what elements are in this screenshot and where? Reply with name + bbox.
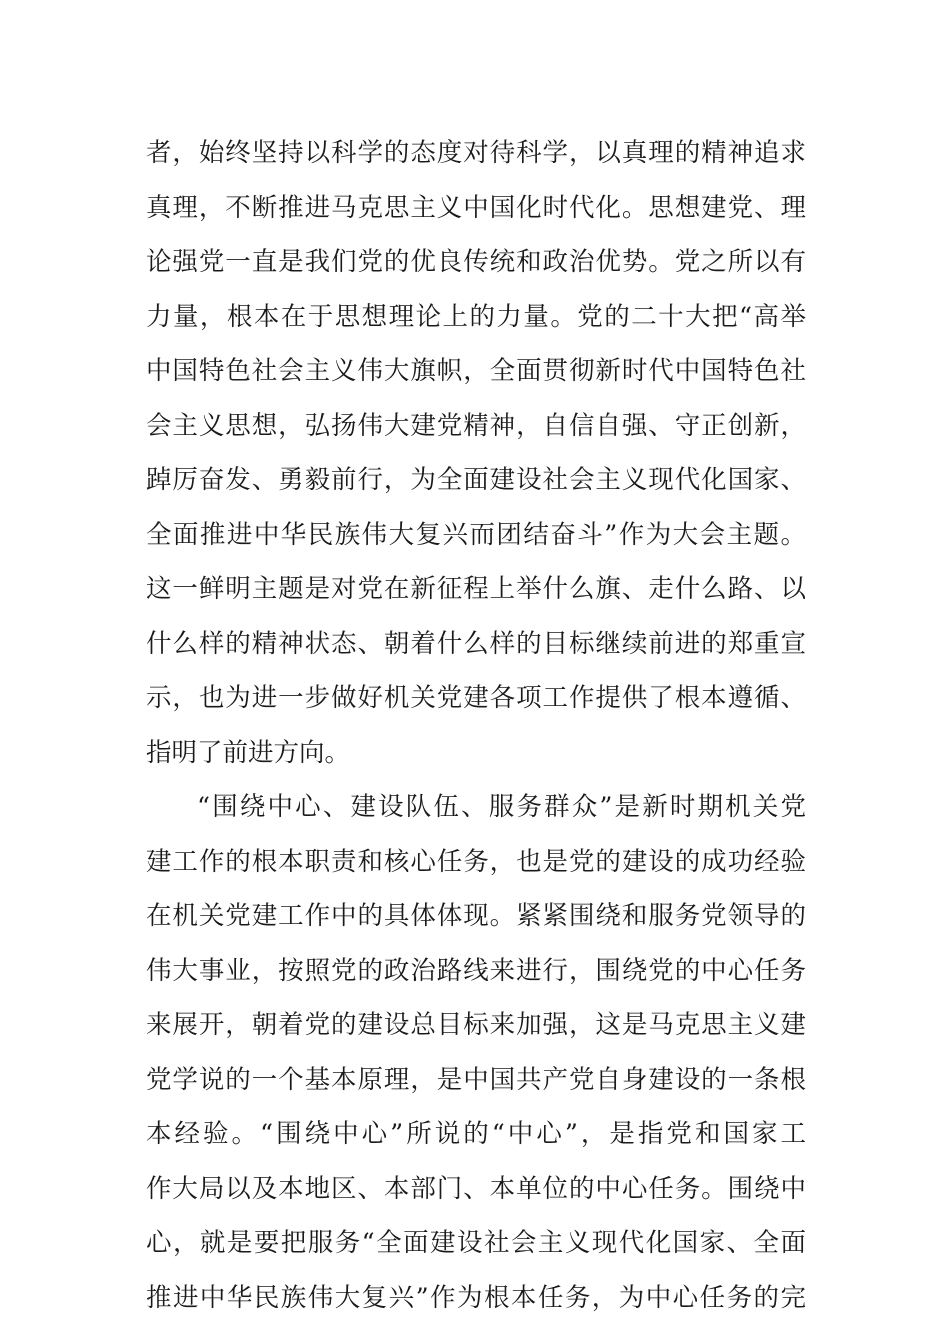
text-line: 伟大事业，按照党的政治路线来进行，围绕党的中心任务 (146, 955, 806, 986)
text-line: 来展开，朝着党的建设总目标来加强，这是马克思主义建 (146, 1010, 806, 1040)
text-line: 中国特色社会主义伟大旗帜，全面贯彻新时代中国特色社 (146, 356, 806, 386)
text-line: 全面推进中华民族伟大复兴而团结奋斗”作为大会主题。 (146, 519, 806, 550)
text-line: “围绕中心、建设队伍、服务群众”是新时期机关党 (197, 792, 806, 822)
text-line: 真理，不断推进马克思主义中国化时代化。思想建党、理 (146, 192, 806, 223)
text-line: 者，始终坚持以科学的态度对待科学，以真理的精神追求 (146, 138, 806, 168)
text-line: 这一鲜明主题是对党在新征程上举什么旗、走什么路、以 (146, 574, 806, 604)
text-line: 会主义思想，弘扬伟大建党精神，自信自强、守正创新， (146, 410, 806, 441)
text-line: 力量，根本在于思想理论上的力量。党的二十大把“高举 (146, 301, 806, 332)
text-line: 建工作的根本职责和核心任务，也是党的建设的成功经验 (146, 846, 806, 877)
text-line: 在机关党建工作中的具体体现。紧紧围绕和服务党领导的 (146, 901, 806, 931)
text-line: 推进中华民族伟大复兴”作为根本任务，为中心任务的完 (146, 1282, 806, 1313)
text-line: 踔厉奋发、勇毅前行，为全面建设社会主义现代化国家、 (146, 465, 806, 495)
paragraph-1 (146, 126, 806, 780)
text-line: 论强党一直是我们党的优良传统和政治优势。党之所以有 (146, 247, 806, 277)
text-line: 心，就是要把服务“全面建设社会主义现代化国家、全面 (146, 1228, 806, 1258)
text-line: 本经验。“围绕中心”所说的“中心”，是指党和国家工 (146, 1119, 806, 1149)
text-line: 指明了前进方向。 (146, 737, 351, 768)
text-line: 党学说的一个基本原理，是中国共产党自身建设的一条根 (146, 1064, 806, 1095)
text-line: 作大局以及本地区、本部门、本单位的中心任务。围绕中 (146, 1173, 806, 1204)
text-line: 什么样的精神状态、朝着什么样的目标继续前进的郑重宣 (146, 628, 806, 659)
paragraph-2 (146, 780, 806, 1325)
text-line: 示，也为进一步做好机关党建各项工作提供了根本遵循、 (146, 683, 806, 713)
body-text (146, 126, 806, 1325)
